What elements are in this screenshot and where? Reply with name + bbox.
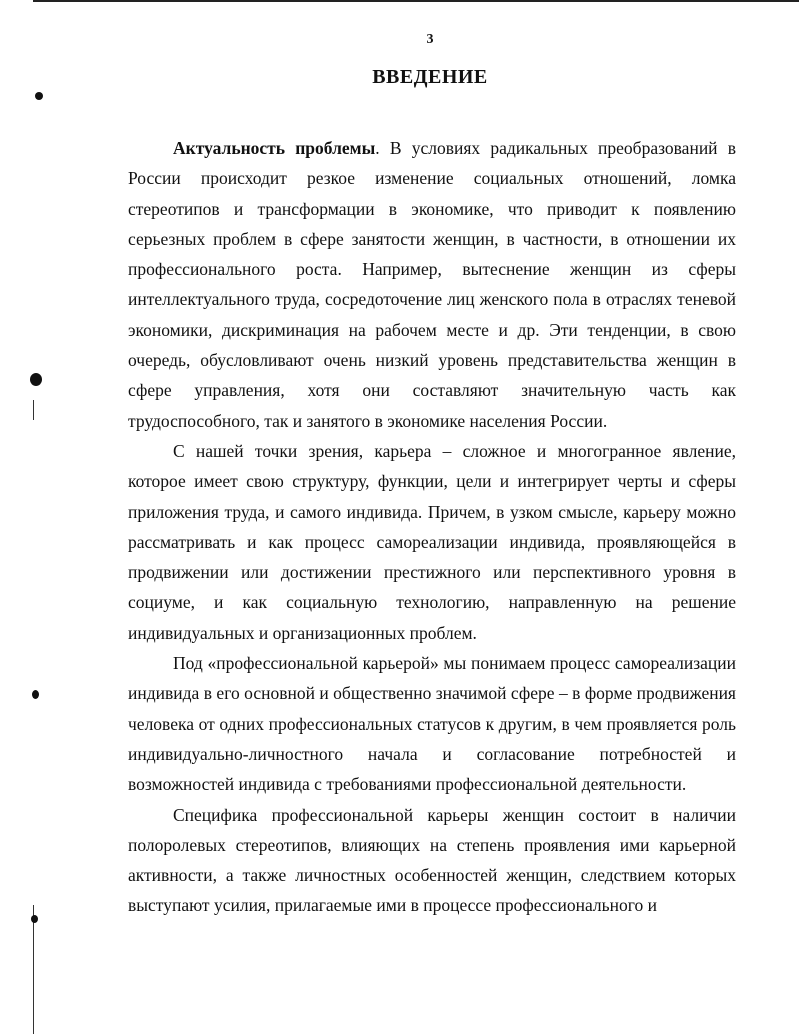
paragraph: С нашей точки зрения, карьера – сложное и многогранное явление, которое имеет свою структуру, функции, цели и интегрирует черты и сферы приложения труда, и самого индивида. Причем, в узком смысле, карьеру можно рассматривать и как процесс самореализации индивида, проявляющейся в продвижении или достижении престижного или перспективного уровня в социуме, и как социальную технологию, направленную на решение индивидуальных и организационных проблем.: [128, 440, 736, 643]
paragraph-lead: Актуальность проблемы: [173, 138, 376, 158]
page-title: ВВЕДЕНИЕ: [372, 66, 488, 88]
scan-left-margin-line: [33, 400, 34, 420]
scan-speck: [32, 690, 39, 699]
paragraph: [128, 133, 736, 436]
document-body: [128, 133, 736, 921]
paragraph: Под «профессиональной карьерой» мы понимаем процесс самореализации индивида в его основной и общественно значимой сфере – в форме продвижения человека от одних профессиональных статусов к другим, в чем проявляется роль индивидуально-личностного начала и согласование потребностей и возможностей индивида с требованиями профессиональной деятельности.: [128, 653, 736, 795]
scan-speck: [31, 915, 38, 923]
paragraph: Специфика профессиональной карьеры женщин состоит в наличии полоролевых стереотипов, влияющих на степень проявления ими карьерной активности, а также личностных особенностей женщин, следствием которых выступают усилия, прилагаемые ими в процессе профессионального и: [128, 804, 736, 916]
scan-speck: [35, 92, 43, 100]
page-number: 3: [426, 32, 434, 47]
paragraph-text: . В условиях радикальных преобразований в России происходит резкое изменение социальных отношений, ломка стереотипов и трансформации в экономике, что приводит к появлению серьезных проблем в сфере занятости женщин, в частности, в отношении их профессионального роста. Например, вытеснение женщин из сферы интеллектуального труда, сосредоточение лиц женского пола в отраслях теневой экономики, дискриминация на рабочем месте и др. Эти тенденции, в свою очередь, обусловливают очень низкий уровень представительства женщин в сфере управления, хотя они составляют значительную часть как трудоспособного, так и занятого в экономике населения России.: [128, 138, 736, 431]
scan-speck: [30, 373, 42, 386]
scan-top-border: [33, 0, 799, 2]
scan-left-margin-line: [33, 905, 34, 1034]
